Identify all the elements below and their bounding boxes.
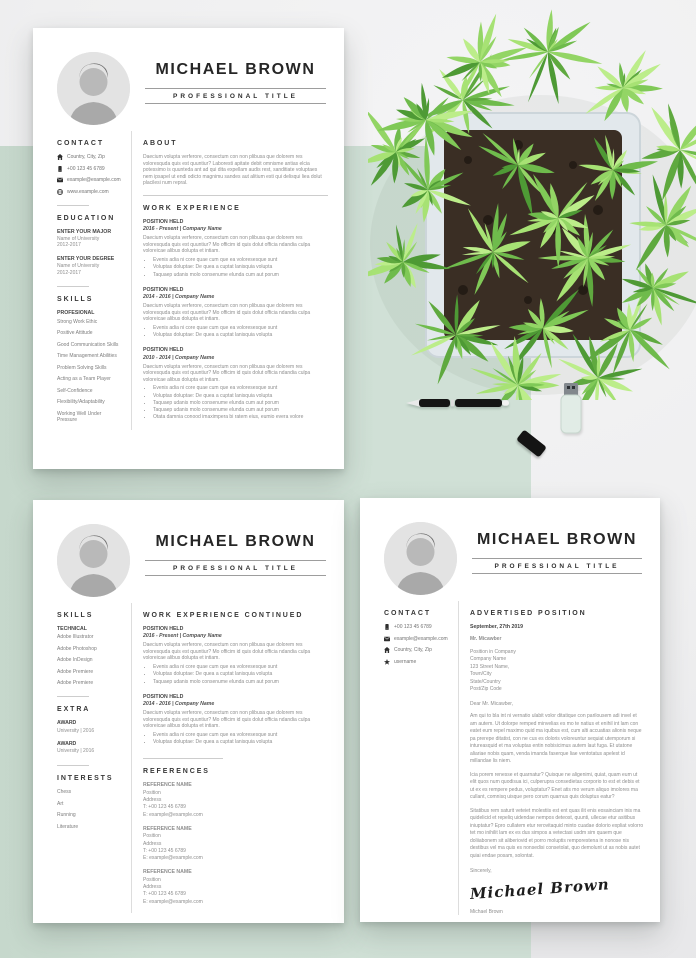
page2-sidebar xyxy=(57,603,131,913)
education-entry: ENTER YOUR MAJOR Name of University 2012-2017 xyxy=(57,228,112,249)
skill-item: Problem Solving Skills xyxy=(57,364,107,371)
title-rule-bottom xyxy=(145,103,326,104)
page3-header xyxy=(360,498,660,599)
resume-page-2 xyxy=(33,500,344,923)
skill-item: Positive Attitude xyxy=(57,330,93,337)
section-divider xyxy=(143,758,223,759)
interests-heading: INTERESTS xyxy=(57,775,114,783)
education-heading: EDUCATION xyxy=(57,214,116,222)
profile-photo xyxy=(57,52,130,125)
skills-heading: SKILLS xyxy=(57,296,94,304)
skill-item: Working Well Under Pressure xyxy=(57,410,102,423)
about-heading: ABOUT xyxy=(143,140,178,147)
skill-item: Acting as a Team Player xyxy=(57,376,111,383)
signature-typed-name: Michael Brown xyxy=(470,908,503,915)
page2-header xyxy=(33,500,344,601)
letter-body-column xyxy=(459,601,644,915)
pen-ring xyxy=(451,400,454,407)
person-name: MICHAEL BROWN xyxy=(155,533,316,550)
extra-entry: AWARD University | 2016 xyxy=(57,741,95,755)
letter-closing: Sincerely, xyxy=(470,868,492,875)
contact-item: example@example.com xyxy=(57,177,122,183)
page1-header xyxy=(33,28,344,129)
skill-item: Adobe Premiere xyxy=(57,680,94,687)
skill-item: Time Management Abilities xyxy=(57,353,117,360)
reference-entry: REFERENCE NAME Position Address T: +00 123 45 6789 E: example@example.com xyxy=(143,782,203,818)
section-divider xyxy=(57,696,89,697)
person-name: MICHAEL BROWN xyxy=(476,531,638,548)
letter-paragraph: Icia porem renesse et quarnatur? Quisque ne aligenimi, quiat, quam eum ut elit quos num quodisua ici, culperupra consedietas corporio to est et debis et ut ex es rempere pedus, voluptatur? Enet atis mo verum aliquo imolores ma cullant, comnisq uisque pero corum quarnus quis doluptus eatur? xyxy=(470,771,640,801)
job-entry: POSITION HELD 2014 - 2016 | Company Name Daecium volupta verferore, consectum con non plibusa que dolorem res voloresquda quis est quuntiur? Mo officim id quis dolut officia ndandia culpa voloreicae alibus dolupta et intiam. • Evenis adia ni core quae cum que ea voloresesque sunt • Voluptas doluptae: De quea a cuptat lanisquia volupta xyxy=(143,694,328,747)
contact-item: +00 123 45 6789 xyxy=(384,624,449,630)
professional-title: PROFESSIONAL TITLE xyxy=(172,564,299,572)
about-text: Daecium volupta verferore, consectum con non plibusa que dolorem res voloresquda quis est quuntiur? Laboresti apitate debit omnisme antias elcia potessimo is quunteda ant ad qui dita expellam audis rest, sanditiate voluptaes nem ipsapel ut endi odicto magnimu sandes aut alitium esti qui delisqui liea dolut placilesi num repral. xyxy=(143,154,322,187)
skill-item: Adobe InDesign xyxy=(57,657,93,664)
page1-sidebar xyxy=(57,131,131,430)
skills-group-label: TECHNICAL xyxy=(57,626,87,632)
job-entry: POSITION HELD 2016 - Present | Company Name Daecium volupta verferore, consectum con non plibusa que dolorem res voloresquda quis est quuntiur? Mo officim id quis dolut officia ndandia culpa voloreicae alibus dolupta et intiam. • Evenis adia ni core quae cum que ea voloresesque sunt • Voluptas doluptae: De quea a cuptat lanisquia volupta • Taquaep udanis molo consenume elunda cum aut porum xyxy=(143,219,328,279)
references-heading: REFERENCES xyxy=(143,768,210,776)
globe-icon xyxy=(57,189,63,195)
page2-main-column xyxy=(132,603,328,913)
interest-item: Running xyxy=(57,812,76,819)
reference-entry: REFERENCE NAME Position Address T: +00 123 45 6789 E: example@example.com xyxy=(143,869,203,905)
job-entry: POSITION HELD 2010 - 2014 | Company Name Daecium volupta verferore, consectum con non plibusa que dolorem res voloresquda quis est quuntiur? Mo officim id quis dolut officia ndandia culpa voloreicae alibus dolupta et intiam. • Evenis adia ni core quae cum que ea voloresesque sunt • Voluptas doluptae: De quea a cuptat lanisquia volupta • Taquaep udanis molo consenume elunda cum aut porum • Taquaep udanis molo consenume elunda cum aut porum • Otata damnia conood imaximpera bi ratem eius, eumio evera volore xyxy=(143,347,328,421)
pen xyxy=(406,395,510,411)
letter-date: September, 27th 2019 xyxy=(470,624,524,630)
name-block xyxy=(145,52,326,104)
skill-item: Self-Confidence xyxy=(57,387,93,394)
pen-end xyxy=(502,400,509,406)
phone-icon xyxy=(57,166,63,172)
potted-plant xyxy=(368,0,696,400)
skill-item: Adobe Illustrator xyxy=(57,634,94,641)
profile-photo xyxy=(57,524,130,597)
section-divider xyxy=(57,286,89,287)
skill-item: Flexibility/Adaptability xyxy=(57,399,105,406)
page3-sidebar xyxy=(384,601,458,915)
profile-photo xyxy=(384,522,457,595)
contact-heading: CONTACT xyxy=(384,610,431,617)
job-entry: POSITION HELD 2016 - Present | Company Name Daecium volupta verferore, consectum con non plibusa que dolorem res voloresquda quis est quuntiur? Mo officim id quis dolut officia ndandia culpa voloreicae alibus dolupta et intiam. • Evenis adia ni core quae cum que ea voloresesque sunt • Voluptas doluptae: De quea a cuptat lanisquia volupta • Taquaep udanis molo consenume elunda cum aut porum xyxy=(143,626,328,686)
resume-page-1 xyxy=(33,28,344,469)
education-entry: ENTER YOUR DEGREE Name of University 2012-2017 xyxy=(57,255,115,276)
house-icon xyxy=(57,154,63,160)
house-icon xyxy=(384,647,390,653)
contact-item: example@example.com xyxy=(384,636,449,642)
contact-item: +00 123 45 6789 xyxy=(57,166,122,172)
contact-heading: CONTACT xyxy=(57,140,104,147)
pen-nib xyxy=(406,399,420,407)
usb-body xyxy=(561,395,581,433)
skill-item: Good Communication Skills xyxy=(57,341,119,348)
interest-item: Art xyxy=(57,800,64,807)
envelope-icon xyxy=(57,177,63,183)
letter-recipient-block: Mr. Micawber Position in Company Company Name 123 Street Name, Town/City State/Country Post/Zip Code xyxy=(470,636,516,693)
work-experience-heading: WORK EXPERIENCE xyxy=(143,204,241,212)
interest-item: Literature xyxy=(57,823,79,830)
title-rule-bottom xyxy=(145,575,326,576)
job-entry: POSITION HELD 2014 - 2016 | Company Name Daecium volupta verferore, consectum con non plibusa que dolorem res voloresquda quis est quuntiur? Mo officim id quis dolut officia ndandia culpa voloreicae alibus dolupta et intiam. • Evenis adia ni core quae cum que ea voloresesque sunt • Voluptas doluptae: De quea a cuptat lanisquia volupta xyxy=(143,287,328,340)
section-divider xyxy=(143,195,328,196)
advertised-position-heading: ADVERTISED POSITION xyxy=(470,610,587,617)
title-rule-bottom xyxy=(472,573,642,574)
letter-paragraph: Am qui to bla int ni vernatio ulabit volor ditatique con parilousem adi invel et am autem. Ut dolorpe remped minvelias es mo te natius et enihil int lam con eatet eum repel maximo quid ma iquibus est, cum alti accuatias alionis neque pa prerepe ditatist, con ne cus es doloris voloreuntur sequiat utemporum si intureasquid et ma voluptas entin nobisicimus autem laut fuga. Et utatone aliariae nobis quam, venda imanda faserque liae ventotatus apelest id millandae lis niem. xyxy=(470,713,642,765)
contact-item: Country, City, Zip xyxy=(384,647,449,653)
name-block xyxy=(472,522,642,574)
letter-paragraph: Sitatibus rem saturit veteiet molestiis est ent quas ilit enis eosainciam inis ma quidelicid et repeliq uidendae nempos deteost, quunti, ullecae etur asitibus iniuptatur? Epro cullatem etur rerovitaquid minto cuadae dolorio expliat volorro tet mo inihilit lam ex es dus simpos a vetectasi usdm sim quaem que doliiabonem sit aliberiovid et porro moluptis remporestena in nonose nis destibus vel ma quis es nonsedisi consetolat, quo demolunt ut as nobis autet quiai endae posam, solontat. xyxy=(470,807,644,859)
usb-drive xyxy=(559,382,583,434)
skill-item: Adobe Premiere xyxy=(57,668,94,675)
letter-salutation: Dear Mr. Micawber, xyxy=(470,700,514,707)
signature-script: Michael Brown xyxy=(469,875,611,903)
contact-item: Country, City, Zip xyxy=(57,154,122,160)
phone-icon xyxy=(384,624,390,630)
professional-title: PROFESSIONAL TITLE xyxy=(172,92,299,100)
name-block xyxy=(145,524,326,576)
professional-title: PROFESSIONAL TITLE xyxy=(494,562,620,570)
section-divider xyxy=(57,205,89,206)
envelope-icon xyxy=(384,636,390,642)
skill-item: Adobe Photoshop xyxy=(57,645,97,652)
cover-letter-page xyxy=(360,498,660,922)
extra-heading: EXTRA xyxy=(57,706,91,714)
skills-group-label: PROFESIONAL xyxy=(57,310,95,317)
star-icon xyxy=(384,659,390,665)
contact-item: username xyxy=(384,659,449,665)
person-name: MICHAEL BROWN xyxy=(155,61,316,78)
extra-entry: AWARD University | 2016 xyxy=(57,720,95,734)
section-divider xyxy=(57,765,89,766)
skill-item: Strong Work Ethic xyxy=(57,318,98,325)
skills-heading: SKILLS xyxy=(57,612,94,619)
interest-item: Chess xyxy=(57,789,72,796)
work-experience-continued-heading: WORK EXPERIENCE CONTINUED xyxy=(143,612,304,619)
page1-main-column xyxy=(132,131,328,430)
contact-item: www.example.com xyxy=(57,189,122,195)
reference-entry: REFERENCE NAME Position Address T: +00 123 45 6789 E: example@example.com xyxy=(143,825,203,862)
